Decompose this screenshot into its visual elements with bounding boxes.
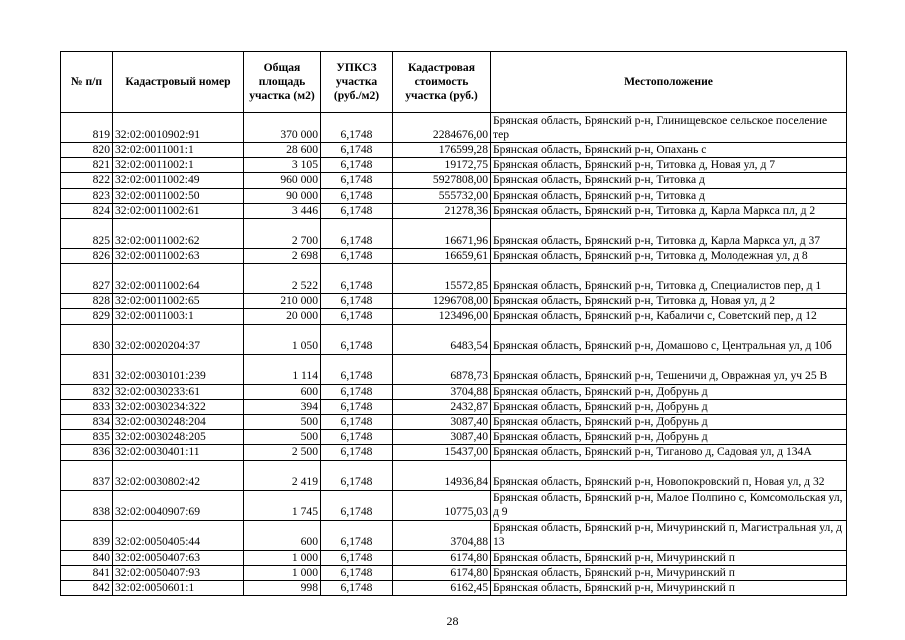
location-value: Брянская область, Брянский р-н, Добрунь д [491, 399, 847, 414]
area-value: 2 700 [244, 219, 321, 249]
cadastral-number: 32:02:0010902:91 [113, 113, 244, 143]
row-number: 835 [61, 430, 113, 445]
upksz-value: 6,1748 [321, 219, 393, 249]
area-value: 1 745 [244, 490, 321, 520]
row-number: 833 [61, 399, 113, 414]
upksz-value: 6,1748 [321, 490, 393, 520]
cost-value: 6174,80 [393, 550, 491, 565]
row-number: 840 [61, 550, 113, 565]
table-row [61, 430, 847, 445]
cadastral-table [60, 51, 847, 596]
row-number: 841 [61, 565, 113, 580]
cadastral-number: 32:02:0040907:69 [113, 490, 244, 520]
location-value: Брянская область, Брянский р-н, Титовка д, Новая ул, д 7 [491, 158, 847, 173]
area-value: 2 522 [244, 264, 321, 294]
area-value: 3 105 [244, 158, 321, 173]
area-value: 2 500 [244, 445, 321, 460]
row-number: 827 [61, 264, 113, 294]
table-row [61, 460, 847, 490]
cadastral-number: 32:02:0030234:322 [113, 399, 244, 414]
cadastral-number: 32:02:0030401:11 [113, 445, 244, 460]
page-number: 28 [446, 614, 459, 628]
cadastral-number: 32:02:0050407:93 [113, 565, 244, 580]
location-value: Брянская область, Брянский р-н, Тиганово д, Садовая ул, д 134А [491, 445, 847, 460]
upksz-value: 6,1748 [321, 415, 393, 430]
cost-value: 16659,61 [393, 249, 491, 264]
location-value: Брянская область, Брянский р-н, Глинищевское сельское поселение тер [491, 113, 847, 143]
cadastral-number: 32:02:0020204:37 [113, 324, 244, 354]
area-value: 1 114 [244, 354, 321, 384]
row-number: 834 [61, 415, 113, 430]
table-row [61, 158, 847, 173]
upksz-value: 6,1748 [321, 354, 393, 384]
upksz-value: 6,1748 [321, 158, 393, 173]
row-number: 830 [61, 324, 113, 354]
table-row [61, 490, 847, 520]
cadastral-number: 32:02:0030248:204 [113, 415, 244, 430]
location-value: Брянская область, Брянский р-н, Кабаличи с, Советский пер, д 12 [491, 309, 847, 324]
location-value: Брянская область, Брянский р-н, Опахань с [491, 143, 847, 158]
row-number: 821 [61, 158, 113, 173]
table-row [61, 203, 847, 218]
table-row [61, 565, 847, 580]
location-value: Брянская область, Брянский р-н, Малое Полпино с, Комсомольская ул, д 9 [491, 490, 847, 520]
area-value: 2 698 [244, 249, 321, 264]
table-header-row [61, 52, 847, 113]
cost-value: 6878,73 [393, 354, 491, 384]
table-row [61, 550, 847, 565]
cadastral-number: 32:02:0050405:44 [113, 520, 244, 550]
location-value: Брянская область, Брянский р-н, Мичуринский п [491, 550, 847, 565]
upksz-value: 6,1748 [321, 249, 393, 264]
cost-value: 1296708,00 [393, 294, 491, 309]
row-number: 820 [61, 143, 113, 158]
table-row [61, 219, 847, 249]
row-number: 831 [61, 354, 113, 384]
cadastral-number: 32:02:0050407:63 [113, 550, 244, 565]
cadastral-number: 32:02:0011003:1 [113, 309, 244, 324]
upksz-value: 6,1748 [321, 520, 393, 550]
cadastral-number: 32:02:0030802:42 [113, 460, 244, 490]
cost-value: 21278,36 [393, 203, 491, 218]
table-row [61, 399, 847, 414]
cost-value: 15572,85 [393, 264, 491, 294]
cost-value: 123496,00 [393, 309, 491, 324]
table-row [61, 143, 847, 158]
area-value: 370 000 [244, 113, 321, 143]
area-value: 500 [244, 430, 321, 445]
row-number: 828 [61, 294, 113, 309]
table-row [61, 520, 847, 550]
cadastral-number: 32:02:0011002:63 [113, 249, 244, 264]
table-row [61, 415, 847, 430]
cadastral-number: 32:02:0011002:50 [113, 188, 244, 203]
cost-value: 16671,96 [393, 219, 491, 249]
row-number: 838 [61, 490, 113, 520]
area-value: 600 [244, 520, 321, 550]
area-value: 2 419 [244, 460, 321, 490]
cost-value: 2284676,00 [393, 113, 491, 143]
area-value: 210 000 [244, 294, 321, 309]
area-value: 90 000 [244, 188, 321, 203]
upksz-value: 6,1748 [321, 565, 393, 580]
header-upksz: УПКСЗ участка (руб./м2) [321, 52, 393, 113]
location-value: Брянская область, Брянский р-н, Титовка д, Карла Маркса пл, д 2 [491, 203, 847, 218]
location-value: Брянская область, Брянский р-н, Новопокровский п, Новая ул, д 32 [491, 460, 847, 490]
cadastral-number: 32:02:0050601:1 [113, 581, 244, 596]
cost-value: 3704,88 [393, 384, 491, 399]
row-number: 829 [61, 309, 113, 324]
table-row [61, 264, 847, 294]
location-value: Брянская область, Брянский р-н, Добрунь д [491, 430, 847, 445]
upksz-value: 6,1748 [321, 264, 393, 294]
cost-value: 14936,84 [393, 460, 491, 490]
table-row [61, 324, 847, 354]
row-number: 823 [61, 188, 113, 203]
upksz-value: 6,1748 [321, 309, 393, 324]
location-value: Брянская область, Брянский р-н, Добрунь д [491, 415, 847, 430]
upksz-value: 6,1748 [321, 203, 393, 218]
header-location: Местоположение [491, 52, 847, 113]
table-row [61, 354, 847, 384]
cost-value: 6162,45 [393, 581, 491, 596]
cadastral-number: 32:02:0011002:62 [113, 219, 244, 249]
cost-value: 555732,00 [393, 188, 491, 203]
table-row [61, 294, 847, 309]
header-num: № п/п [61, 52, 113, 113]
upksz-value: 6,1748 [321, 173, 393, 188]
table-row [61, 309, 847, 324]
upksz-value: 6,1748 [321, 445, 393, 460]
cadastral-number: 32:02:0011002:65 [113, 294, 244, 309]
area-value: 20 000 [244, 309, 321, 324]
location-value: Брянская область, Брянский р-н, Домашово с, Центральная ул, д 10б [491, 324, 847, 354]
area-value: 28 600 [244, 143, 321, 158]
location-value: Брянская область, Брянский р-н, Титовка д, Молодежная ул, д 8 [491, 249, 847, 264]
cost-value: 3704,88 [393, 520, 491, 550]
area-value: 1 000 [244, 550, 321, 565]
table-row [61, 173, 847, 188]
cost-value: 3087,40 [393, 415, 491, 430]
table-row [61, 188, 847, 203]
area-value: 1 050 [244, 324, 321, 354]
location-value: Брянская область, Брянский р-н, Тешеничи д, Овражная ул, уч 25 В [491, 354, 847, 384]
row-number: 826 [61, 249, 113, 264]
row-number: 832 [61, 384, 113, 399]
table-body [61, 113, 847, 596]
cost-value: 3087,40 [393, 430, 491, 445]
location-value: Брянская область, Брянский р-н, Мичуринский п, Магистральная ул, д 13 [491, 520, 847, 550]
cost-value: 15437,00 [393, 445, 491, 460]
cost-value: 19172,75 [393, 158, 491, 173]
row-number: 836 [61, 445, 113, 460]
upksz-value: 6,1748 [321, 581, 393, 596]
row-number: 819 [61, 113, 113, 143]
upksz-value: 6,1748 [321, 113, 393, 143]
cadastral-number: 32:02:0011001:1 [113, 143, 244, 158]
area-value: 1 000 [244, 565, 321, 580]
header-cadastral-number: Кадастровый номер [113, 52, 244, 113]
cadastral-number: 32:02:0011002:61 [113, 203, 244, 218]
upksz-value: 6,1748 [321, 384, 393, 399]
location-value: Брянская область, Брянский р-н, Мичуринский п [491, 581, 847, 596]
cadastral-number: 32:02:0030233:61 [113, 384, 244, 399]
area-value: 600 [244, 384, 321, 399]
cadastral-number: 32:02:0030248:205 [113, 430, 244, 445]
cost-value: 2432,87 [393, 399, 491, 414]
row-number: 822 [61, 173, 113, 188]
row-number: 837 [61, 460, 113, 490]
upksz-value: 6,1748 [321, 399, 393, 414]
upksz-value: 6,1748 [321, 460, 393, 490]
cadastral-number: 32:02:0030101:239 [113, 354, 244, 384]
table-row [61, 384, 847, 399]
row-number: 825 [61, 219, 113, 249]
area-value: 394 [244, 399, 321, 414]
location-value: Брянская область, Брянский р-н, Добрунь д [491, 384, 847, 399]
location-value: Брянская область, Брянский р-н, Титовка д [491, 188, 847, 203]
upksz-value: 6,1748 [321, 550, 393, 565]
area-value: 960 000 [244, 173, 321, 188]
cost-value: 6483,54 [393, 324, 491, 354]
upksz-value: 6,1748 [321, 294, 393, 309]
cost-value: 10775,03 [393, 490, 491, 520]
location-value: Брянская область, Брянский р-н, Титовка д, Карла Маркса ул, д 37 [491, 219, 847, 249]
area-value: 3 446 [244, 203, 321, 218]
row-number: 842 [61, 581, 113, 596]
row-number: 839 [61, 520, 113, 550]
upksz-value: 6,1748 [321, 188, 393, 203]
table-row [61, 445, 847, 460]
table-row [61, 113, 847, 143]
upksz-value: 6,1748 [321, 430, 393, 445]
header-cost: Кадастровая стоимость участка (руб.) [393, 52, 491, 113]
row-number: 824 [61, 203, 113, 218]
cadastral-number: 32:02:0011002:1 [113, 158, 244, 173]
cadastral-number: 32:02:0011002:49 [113, 173, 244, 188]
area-value: 500 [244, 415, 321, 430]
upksz-value: 6,1748 [321, 324, 393, 354]
cost-value: 5927808,00 [393, 173, 491, 188]
location-value: Брянская область, Брянский р-н, Титовка д, Новая ул, д 2 [491, 294, 847, 309]
table-row [61, 249, 847, 264]
cadastral-number: 32:02:0011002:64 [113, 264, 244, 294]
cost-value: 176599,28 [393, 143, 491, 158]
location-value: Брянская область, Брянский р-н, Титовка д, Специалистов пер, д 1 [491, 264, 847, 294]
upksz-value: 6,1748 [321, 143, 393, 158]
table-row [61, 581, 847, 596]
header-area: Общая площадь участка (м2) [244, 52, 321, 113]
area-value: 998 [244, 581, 321, 596]
location-value: Брянская область, Брянский р-н, Мичуринский п [491, 565, 847, 580]
location-value: Брянская область, Брянский р-н, Титовка д [491, 173, 847, 188]
cost-value: 6174,80 [393, 565, 491, 580]
